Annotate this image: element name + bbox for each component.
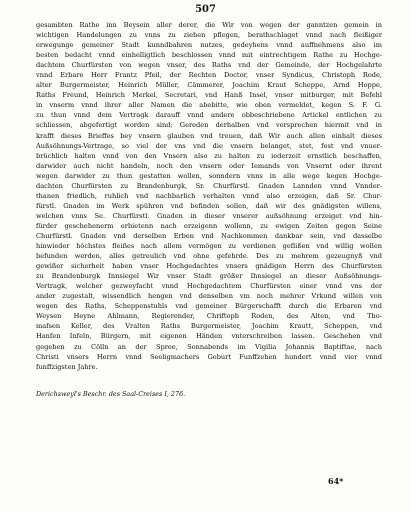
text-line: in vnserm vnnd ihrer aller Namen die abebitte, wie oben vermeldet, kegen S. F. G. (36, 101, 382, 110)
text-line: befunden werden, alles getreulich vnd ohne gefehrde. Des zu mehrem gezeugnyß vnd (36, 252, 382, 261)
text-line: mafsen Keller, des Vralten Raths Burgermeister, Joachim Krautt, Scheppen, vnd (36, 322, 382, 331)
text-line: ander zugestalt, wissendlich hengen vnd denselben vm noch mehrer Vrkund willen von (36, 292, 382, 301)
source-note: Derichsweyl's Beschr. des Saal-Creises I, 276. (36, 390, 186, 398)
text-line: wegen darwider zu thun gestatten wollen, sonndern vnns in alle wege kegen Hochge- (36, 171, 382, 180)
text-line: erwegunge gemeiner Stadt kunndbahren nutzes, gedeyhens vnnd auffnehmens also im (36, 41, 382, 50)
text-line: darwider auch nicht handeln, noch den vnsern oder Iemands von Vnsernt oder ihrent (36, 161, 382, 170)
text-line: fürder geschehenerm erbietenn nach erzeigenn wollenn, zu ewigen Zeiten gegen Seine (36, 221, 382, 230)
text-line: Vertragk, welcher gezweyfacht vnnd Hochgedachtem Churfürsten einer vnnd vns der (36, 282, 382, 291)
text-line: zu Brandenburgk Innsiegel Wir vnser Stadt größer Ihnsiegel an dieser Außsöhnungs- (36, 272, 382, 281)
text-line: wichtigen Handelungen zu vnns zu ziehen pflegen, berathschlaget vnnd nach fleißiger (36, 31, 382, 40)
text-line: dachten Churfürsten zu Brandenburgk, Sr. Churfürstl. Gnaden Lannden vnnd Vnnder- (36, 181, 382, 190)
text-line: gewißer sicherheit haben vnser Hochgedachtes vnsers gnädigen Herrn des Churfürsten (36, 262, 382, 271)
text-line: gesambten Rathe inn Beysein aller derer, die Wir von wegen der ganntzen gemein in (36, 21, 382, 29)
text-line: thanen friedlich, ruhlich vnd nachbarlich verhalten vnnd also erzeigen, daß Sr. Chur- (36, 191, 382, 200)
text-line: Hanfen Infeln, Bürgern, mit eigenen Händen vnterschreiben lassen. Geschehen vnd (36, 332, 382, 341)
text-line: welchen vnns Se. Churfürstl. Gnaden in dieser vnserer außsöhnung erzeiget vnd hin- (36, 211, 382, 220)
text-line: vnnd Erbare Herr Frantz Pfeil, der Rechten Doctor, vnser Syndicus, Christoph Rode, (36, 71, 382, 80)
page-number: 507 (195, 4, 216, 15)
body-text (36, 20, 382, 372)
text-line: Churfürstl. Gnaden vnd derselben Erben vnd Nachkommen dankbar sein, vnd dasselbe (36, 231, 382, 240)
text-line: alter Burgermeister, Heinrich Müller, Cämmerer, Joachim Kraut Scheppe, Arnd Hoppe, (36, 81, 382, 90)
text-line: krafft dieses Brieffes bey vnsern glauben vnd treuen, daß Wir auch allen einhalt dieses (36, 131, 382, 140)
text-line: Christi vnsers Herrn vnnd Seeligmachers Geburt Funffzehen hundert vnnd vier vnnd (36, 352, 382, 361)
text-line: dachtem Churfürsten von wegen vnser, des Raths vnd der Gemeinde, der Hochgelahrte (36, 61, 382, 70)
text-line: besten bedacht vnnd einhelligtlich beschlossen vnnd mit eintrechtigem Rathe zu Hochge- (36, 51, 382, 60)
text-line: zu thun vnnd dem Vertragk darauff vnnd andere obbeschriebene Artickel entlichen zu (36, 111, 382, 120)
text-line: Raths Freund, Heinrich Merkel, Secretari, vnd Hanß Insel, vnser mitburger, mit Befehl (36, 91, 382, 100)
text-line: gegeben zu Cölln an der Spree, Sonnabends im Vigilia Johannis Baptiftae, nach (36, 342, 382, 351)
text-line: schliessen, abgefertigt worden sind; Gereden derhalben vnd versprechen hiermit vnd in (36, 121, 382, 130)
text-line: brüchlich halten vnnd von den Vnsern also zu halten zu iederzeit ernstlich beschaffen, (36, 151, 382, 160)
text-line: wegen des Raths, Scheppenstuhls vnd gemeiner Bürgerschafft durch die Erbaren vnd (36, 302, 382, 311)
text-line: Weysen Heyne Ahlmann, Regierender, Chriftoph Roden, des Alten, vnd Tho- (36, 312, 382, 321)
text-line-final: funffzigsten Jahre. (36, 362, 98, 371)
text-line: Außsöhnungs-Vertrage, so viel der vns vnd die vnsern belanget, stet, fest vnd vnuer- (36, 141, 382, 150)
text-line: hinwieder höchstes fleißes nach allem vermögen zu verdienen geflißen vnd willig wollen (36, 242, 382, 251)
signature-mark: 64* (328, 476, 344, 486)
text-line: fürstl. Gnaden im Werk spühren vnd befinden sollen, daß wir des gnädigsten willens, (36, 201, 382, 210)
